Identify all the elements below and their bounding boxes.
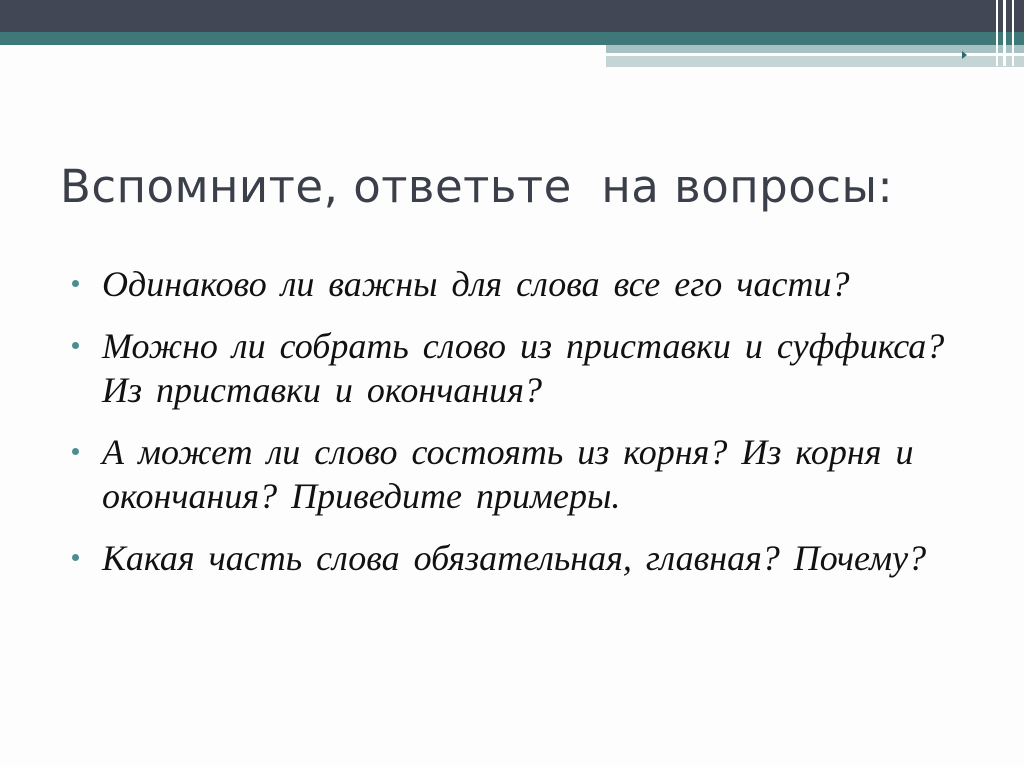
header-divider-line: [996, 0, 998, 66]
bullet-dot-icon: [72, 342, 79, 349]
bullet-dot-icon: [72, 448, 79, 455]
question-text: Какая часть слова обязательная, главная? Почему?: [102, 538, 927, 578]
question-text: Можно ли собрать слово из приставки и суффикса? Из приставки и окончания?: [102, 326, 945, 410]
list-item: [68, 324, 962, 412]
header-divider-line: [1012, 0, 1014, 66]
triangle-arrow-icon: [962, 51, 967, 59]
question-text: Одинаково ли важны для слова все его части?: [102, 264, 850, 304]
question-text: А может ли слово состоять из корня? Из корня и окончания? Приведите примеры.: [102, 432, 914, 516]
bullet-dot-icon: [72, 280, 79, 287]
list-item: [68, 262, 932, 306]
slide-title: Вспомните, ответьте на вопросы:: [60, 160, 894, 213]
header-band-teal: [0, 32, 1024, 45]
list-item: [68, 536, 992, 580]
list-item: [68, 430, 1002, 518]
bullet-dot-icon: [72, 554, 79, 561]
question-list: [68, 262, 968, 598]
header-divider-line: [1003, 0, 1006, 66]
header-band-dark: [0, 0, 1024, 32]
